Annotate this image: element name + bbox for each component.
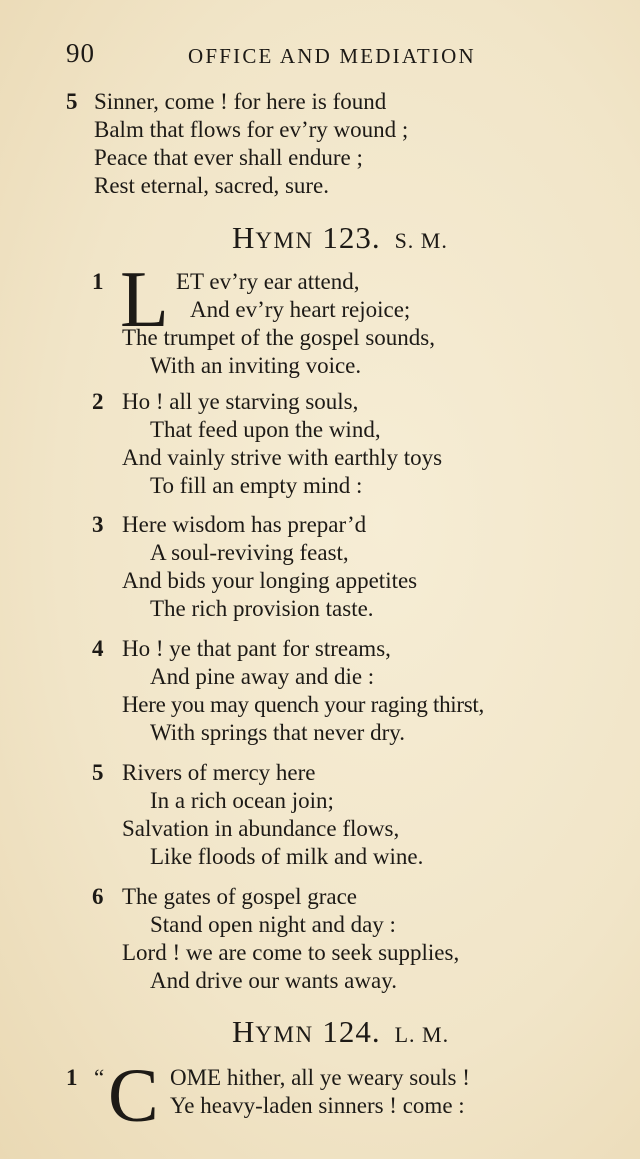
verse-line: That feed upon the wind, [150, 417, 381, 442]
drop-capital: L [120, 256, 169, 344]
stanza-number: 4 [92, 636, 104, 661]
hymn-number: 124. [322, 1014, 381, 1049]
stanza-number: 6 [92, 884, 104, 909]
stanza-number: 5 [92, 760, 104, 785]
stanza-number: 2 [92, 389, 104, 414]
verse-line: Here you may quench your raging thirst, [122, 692, 484, 717]
verse-line: The trumpet of the gospel sounds, [122, 325, 436, 350]
verse-line: With an inviting voice. [150, 353, 362, 378]
verse-line: Stand open night and day : [150, 912, 396, 937]
verse-line: Peace that ever shall endure ; [94, 145, 363, 170]
verse-line: Like floods of milk and wine. [150, 844, 424, 869]
title-rest: YMN [255, 1022, 314, 1047]
verse-line: ET ev’ry ear attend, [176, 269, 360, 294]
verse-line: A soul-reviving feast, [150, 540, 349, 565]
verse-line: And drive our wants away. [150, 968, 397, 993]
drop-capital: C [108, 1054, 159, 1138]
verse-line: To fill an empty mind : [150, 473, 363, 498]
stanza-number: 1 [92, 269, 104, 294]
hymn-124-title [232, 1014, 449, 1050]
title-rest: YMN [255, 228, 314, 253]
verse-line: Ye heavy-laden sinners ! come : [170, 1093, 465, 1118]
verse-line: And vainly strive with earthly toys [122, 445, 443, 470]
verse-line: The gates of gospel grace [122, 884, 358, 909]
verse-line: And pine away and die : [150, 664, 375, 689]
verse-line: Sinner, come ! for here is found [94, 89, 387, 114]
verse-line: OME hither, all ye weary souls ! [170, 1065, 470, 1090]
verse-line: And ev’ry heart rejoice; [190, 297, 411, 322]
verse-line: Rest eternal, sacred, sure. [94, 173, 330, 198]
running-title: OFFICE AND MEDIATION [188, 44, 476, 68]
verse-line: Balm that flows for ev’ry wound ; [94, 117, 409, 142]
stanza-number: 5 [66, 89, 78, 114]
page-header [66, 38, 536, 74]
verse-line: With springs that never dry. [150, 720, 405, 745]
verse-line: Ho ! all ye starving souls, [122, 389, 359, 414]
stanza-number: 1 [66, 1065, 78, 1090]
open-quote: “ [94, 1065, 105, 1090]
verse-line: Ho ! ye that pant for streams, [122, 636, 391, 661]
verse-line: In a rich ocean join; [150, 788, 334, 813]
hymn-number: 123. [322, 220, 381, 255]
verse-line: Lord ! we are come to seek supplies, [122, 940, 460, 965]
verse-line: Salvation in abundance flows, [122, 816, 400, 841]
hymn-meter: L. M. [394, 1022, 450, 1047]
verse-line: Rivers of mercy here [122, 760, 316, 785]
stanza-number: 3 [92, 512, 104, 537]
verse-line: And bids your longing appetites [122, 568, 418, 593]
verse-line: The rich provision taste. [150, 596, 374, 621]
title-initial: H [232, 1014, 256, 1049]
hymn-meter: S. M. [394, 228, 448, 253]
title-initial: H [232, 220, 256, 255]
page-number: 90 [66, 38, 95, 68]
hymn-123-title [232, 220, 448, 256]
verse-line: Here wisdom has prepar’d [122, 512, 367, 537]
